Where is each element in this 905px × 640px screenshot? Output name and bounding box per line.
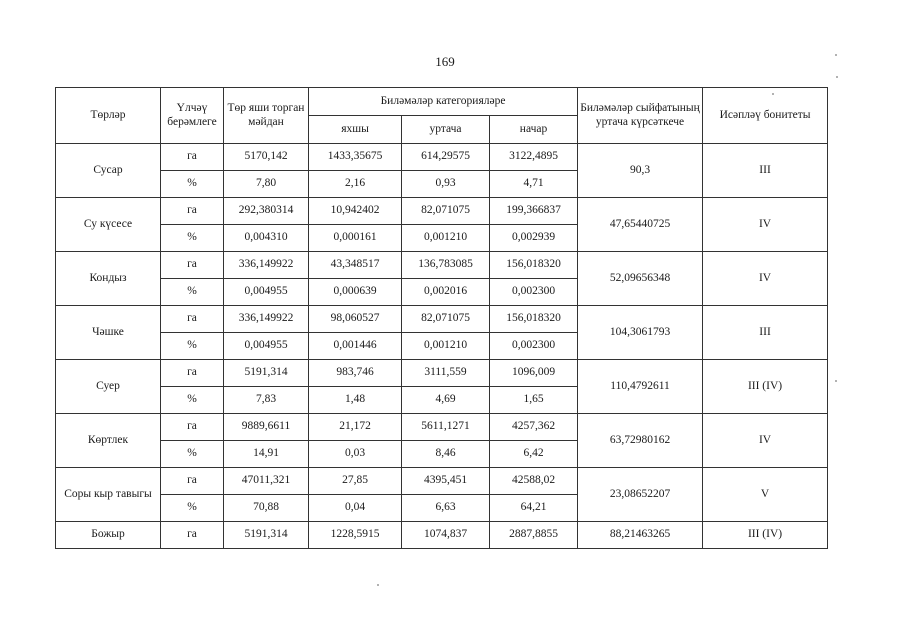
avg-quality-cell: 52,09656348 (578, 252, 703, 306)
unit-cell: га (161, 198, 224, 225)
poor-cell: 0,002300 (490, 279, 578, 306)
area-cell: 70,88 (224, 495, 309, 522)
species-habitat-table (55, 87, 828, 549)
unit-cell: га (161, 414, 224, 441)
unit-cell: га (161, 306, 224, 333)
area-cell: 47011,321 (224, 468, 309, 495)
scan-speck (835, 54, 837, 56)
header-avg-quality: Биләмәләр сыйфатының уртача күрсәткече (578, 88, 703, 144)
species-name: Көртлек (56, 414, 161, 468)
unit-cell: % (161, 441, 224, 468)
good-cell: 1228,5915 (309, 522, 402, 549)
good-cell: 1433,35675 (309, 144, 402, 171)
poor-cell: 42588,02 (490, 468, 578, 495)
unit-cell: % (161, 171, 224, 198)
header-habitat-area: Төр яши торган мәйдан (224, 88, 309, 144)
species-name: Суер (56, 360, 161, 414)
header-good: яхшы (309, 116, 402, 144)
poor-cell: 199,366837 (490, 198, 578, 225)
poor-cell: 0,002939 (490, 225, 578, 252)
medium-cell: 0,001210 (402, 333, 490, 360)
avg-quality-cell: 104,3061793 (578, 306, 703, 360)
avg-quality-cell: 110,4792611 (578, 360, 703, 414)
species-name: Су күсесе (56, 198, 161, 252)
medium-cell: 6,63 (402, 495, 490, 522)
avg-quality-cell: 47,65440725 (578, 198, 703, 252)
header-row-top (56, 88, 828, 116)
unit-cell: % (161, 387, 224, 414)
area-cell: 7,83 (224, 387, 309, 414)
good-cell: 983,746 (309, 360, 402, 387)
medium-cell: 136,783085 (402, 252, 490, 279)
table-row (56, 306, 828, 333)
species-name: Чәшке (56, 306, 161, 360)
area-cell: 5191,314 (224, 360, 309, 387)
unit-cell: га (161, 522, 224, 549)
species-name: Божыр (56, 522, 161, 549)
good-cell: 98,060527 (309, 306, 402, 333)
header-medium: уртача (402, 116, 490, 144)
header-poor: начар (490, 116, 578, 144)
good-cell: 21,172 (309, 414, 402, 441)
medium-cell: 4395,451 (402, 468, 490, 495)
unit-cell: % (161, 495, 224, 522)
poor-cell: 2887,8855 (490, 522, 578, 549)
poor-cell: 6,42 (490, 441, 578, 468)
medium-cell: 0,93 (402, 171, 490, 198)
good-cell: 0,03 (309, 441, 402, 468)
scan-speck (836, 76, 838, 78)
header-species: Төрләр (56, 88, 161, 144)
area-cell: 5191,314 (224, 522, 309, 549)
good-cell: 43,348517 (309, 252, 402, 279)
table-row (56, 252, 828, 279)
bonitet-cell: IV (703, 198, 828, 252)
medium-cell: 1074,837 (402, 522, 490, 549)
table-row (56, 198, 828, 225)
bonitet-cell: V (703, 468, 828, 522)
medium-cell: 82,071075 (402, 198, 490, 225)
avg-quality-cell: 90,3 (578, 144, 703, 198)
header-category-group: Биләмәләр категорияләре (309, 88, 578, 116)
unit-cell: га (161, 360, 224, 387)
poor-cell: 1096,009 (490, 360, 578, 387)
medium-cell: 8,46 (402, 441, 490, 468)
avg-quality-cell: 88,21463265 (578, 522, 703, 549)
good-cell: 0,001446 (309, 333, 402, 360)
header-unit: Үлчәү берәмлеге (161, 88, 224, 144)
table-row (56, 468, 828, 495)
avg-quality-cell: 63,72980162 (578, 414, 703, 468)
unit-cell: га (161, 252, 224, 279)
header-bonitet: Исәпләү бонитеты (703, 88, 828, 144)
good-cell: 0,000639 (309, 279, 402, 306)
unit-cell: % (161, 225, 224, 252)
area-cell: 292,380314 (224, 198, 309, 225)
area-cell: 0,004310 (224, 225, 309, 252)
page-number: 169 (435, 54, 455, 69)
bonitet-cell: III (IV) (703, 522, 828, 549)
unit-cell: % (161, 279, 224, 306)
table-row (56, 360, 828, 387)
bonitet-cell: III (703, 306, 828, 360)
good-cell: 1,48 (309, 387, 402, 414)
bonitet-cell: IV (703, 414, 828, 468)
poor-cell: 3122,4895 (490, 144, 578, 171)
table-row (56, 522, 828, 549)
medium-cell: 5611,1271 (402, 414, 490, 441)
area-cell: 7,80 (224, 171, 309, 198)
area-cell: 0,004955 (224, 333, 309, 360)
bonitet-cell: III (IV) (703, 360, 828, 414)
scan-speck (835, 380, 837, 382)
species-name: Соры кыр тавыгы (56, 468, 161, 522)
medium-cell: 0,001210 (402, 225, 490, 252)
good-cell: 10,942402 (309, 198, 402, 225)
unit-cell: % (161, 333, 224, 360)
area-cell: 5170,142 (224, 144, 309, 171)
bonitet-cell: IV (703, 252, 828, 306)
medium-cell: 0,002016 (402, 279, 490, 306)
poor-cell: 4257,362 (490, 414, 578, 441)
area-cell: 9889,6611 (224, 414, 309, 441)
area-cell: 336,149922 (224, 252, 309, 279)
table-row (56, 414, 828, 441)
area-cell: 336,149922 (224, 306, 309, 333)
good-cell: 0,000161 (309, 225, 402, 252)
bonitet-cell: III (703, 144, 828, 198)
medium-cell: 82,071075 (402, 306, 490, 333)
good-cell: 0,04 (309, 495, 402, 522)
poor-cell: 64,21 (490, 495, 578, 522)
good-cell: 27,85 (309, 468, 402, 495)
poor-cell: 1,65 (490, 387, 578, 414)
species-name: Сусар (56, 144, 161, 198)
poor-cell: 4,71 (490, 171, 578, 198)
medium-cell: 4,69 (402, 387, 490, 414)
medium-cell: 614,29575 (402, 144, 490, 171)
species-name: Кондыз (56, 252, 161, 306)
poor-cell: 156,018320 (490, 252, 578, 279)
scan-speck (377, 584, 379, 586)
unit-cell: га (161, 468, 224, 495)
table-row (56, 144, 828, 171)
medium-cell: 3111,559 (402, 360, 490, 387)
unit-cell: га (161, 144, 224, 171)
area-cell: 14,91 (224, 441, 309, 468)
good-cell: 2,16 (309, 171, 402, 198)
poor-cell: 156,018320 (490, 306, 578, 333)
poor-cell: 0,002300 (490, 333, 578, 360)
scan-speck (772, 93, 774, 95)
avg-quality-cell: 23,08652207 (578, 468, 703, 522)
area-cell: 0,004955 (224, 279, 309, 306)
